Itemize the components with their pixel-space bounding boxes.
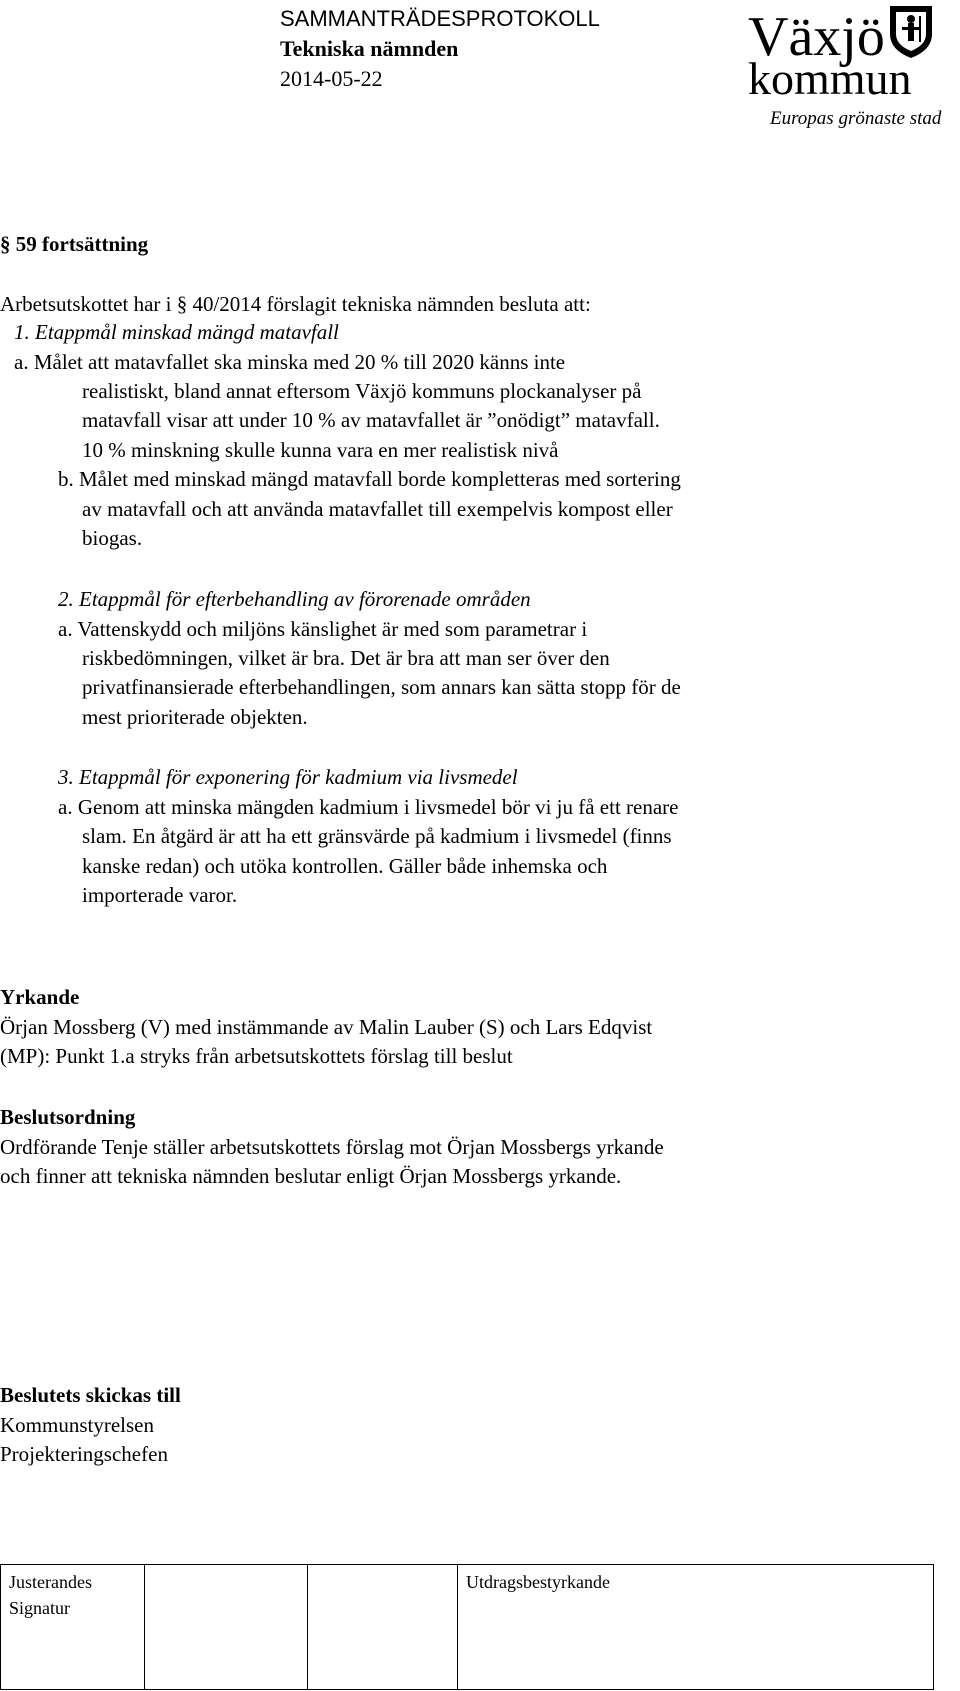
logo-line1: Växjö (748, 6, 885, 68)
justerandes-label: Justerandes (9, 1572, 92, 1592)
beslutsordning-heading: Beslutsordning (0, 1105, 136, 1129)
item-3a-line: kanske redan) och utöka kontrollen. Gäller både inhemska och (82, 854, 608, 878)
item-1a-line: realistiskt, bland annat eftersom Växjö kommuns plockanalyser på (82, 379, 642, 403)
vaxjo-kommun-logo (748, 0, 960, 132)
coat-of-arms-icon (890, 6, 932, 58)
signature-table (0, 1564, 934, 1690)
recipient: Kommunstyrelsen (0, 1413, 154, 1437)
beslutsordning-text: Ordförande Tenje ställer arbetsutskottets förslag mot Örjan Mossbergs yrkande (0, 1135, 664, 1159)
signature-cell (145, 1565, 308, 1690)
utdragsbestyrkande-cell (458, 1565, 934, 1690)
yrkande-text: (MP): Punkt 1.a stryks från arbetsutskottets förslag till beslut (0, 1044, 513, 1068)
item-1a-line: matavfall visar att under 10 % av matavfallet är ”onödigt” matavfall. (82, 408, 660, 432)
skickas-heading: Beslutets skickas till (0, 1383, 181, 1407)
item-2a-line: riskbedömningen, vilket är bra. Det är bra att man ser över den (82, 646, 610, 670)
intro-text: Arbetsutskottet har i § 40/2014 förslagit tekniska nämnden besluta att: (0, 292, 591, 316)
item-1-title: 1. Etappmål minskad mängd matavfall (14, 320, 339, 344)
item-3a-line: slam. En åtgärd är att ha ett gränsvärde på kadmium i livsmedel (finns (82, 824, 672, 848)
logo-line2: kommun (748, 53, 912, 104)
item-2a-line: mest prioriterade objekten. (82, 705, 308, 729)
logo-tagline: Europas grönaste stad (770, 108, 942, 129)
item-2a-line: privatfinansierade efterbehandlingen, som annars kan sätta stopp för de (82, 675, 681, 699)
committee-name: Tekniska nämnden (280, 36, 459, 61)
signatur-label: Signatur (9, 1598, 70, 1618)
yrkande-heading: Yrkande (0, 985, 80, 1009)
item-3-title: 3. Etappmål för exponering för kadmium via livsmedel (58, 765, 518, 789)
item-2-title: 2. Etappmål för efterbehandling av förorenade områden (58, 587, 531, 611)
item-1b-line: av matavfall och att använda matavfallet till exempelvis kompost eller (82, 497, 673, 521)
item-3a-line: importerade varor. (82, 883, 238, 907)
item-1b-line: b. Målet med minskad mängd matavfall borde kompletteras med sortering (58, 467, 681, 491)
document-type: SAMMANTRÄDESPROTOKOLL (280, 6, 600, 31)
meeting-date: 2014-05-22 (280, 66, 383, 91)
signature-cell (308, 1565, 458, 1690)
beslutsordning-text: och finner att tekniska nämnden beslutar enligt Örjan Mossbergs yrkande. (0, 1164, 622, 1188)
item-1b-line: biogas. (82, 526, 143, 550)
yrkande-text: Örjan Mossberg (V) med instämmande av Malin Lauber (S) och Lars Edqvist (0, 1015, 653, 1039)
item-1a-line: 10 % minskning skulle kunna vara en mer realistisk nivå (82, 438, 559, 462)
document-header (280, 4, 600, 94)
section-title: § 59 fortsättning (0, 232, 149, 256)
utdragsbestyrkande-label: Utdragsbestyrkande (466, 1572, 610, 1592)
item-1a-line: a. Målet att matavfallet ska minska med 20 % till 2020 känns inte (14, 350, 566, 374)
item-2a-line: a. Vattenskydd och miljöns känslighet är med som parametrar i (58, 617, 588, 641)
justerandes-cell (1, 1565, 145, 1690)
recipient: Projekteringschefen (0, 1442, 168, 1466)
item-3a-line: a. Genom att minska mängden kadmium i livsmedel bör vi ju få ett renare (58, 795, 679, 819)
